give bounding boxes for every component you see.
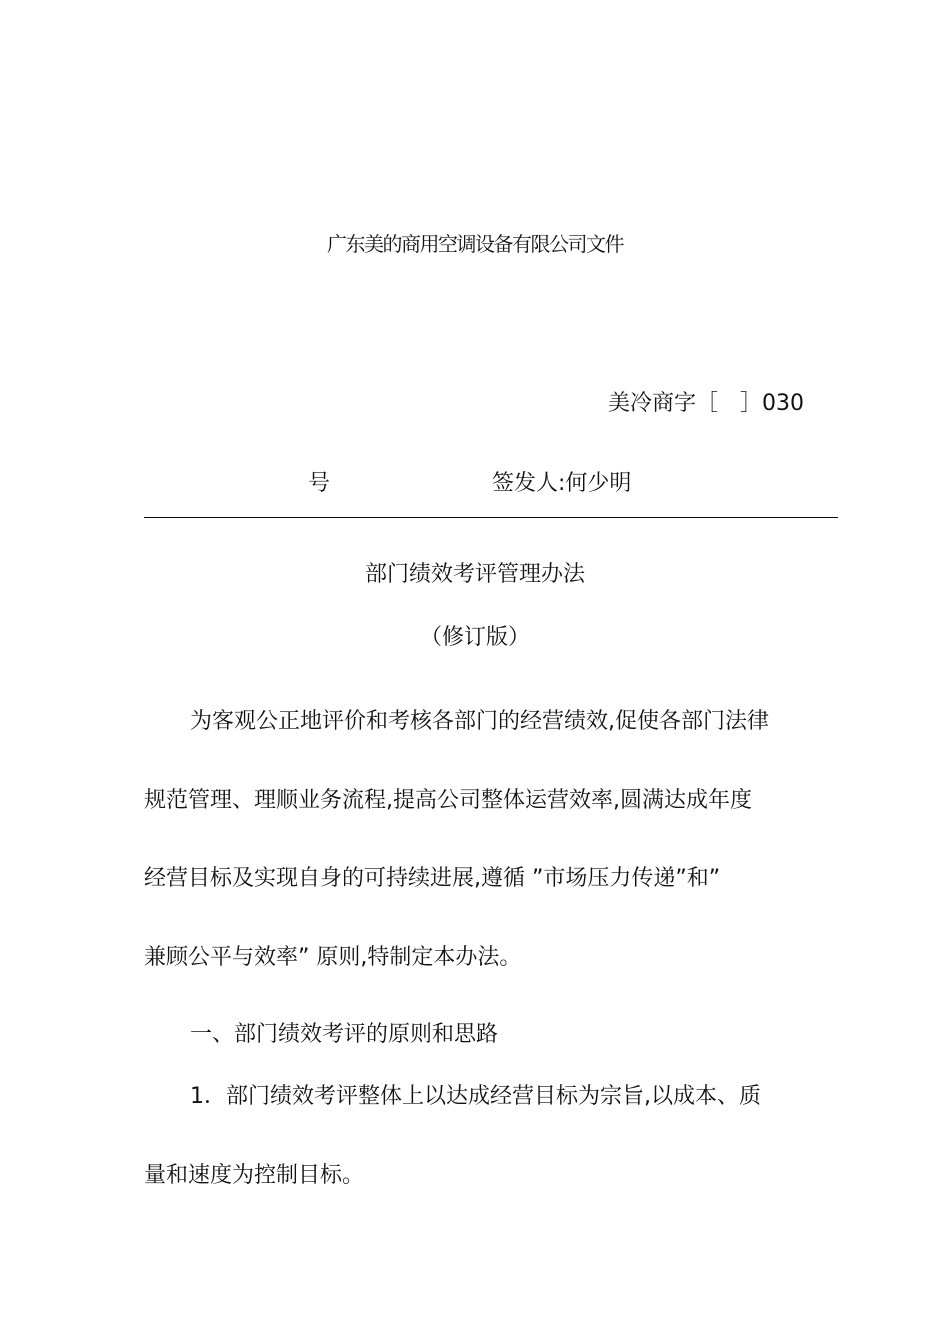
document-subtitle: （修订版） bbox=[419, 625, 530, 650]
document-number-suffix: 号 bbox=[308, 471, 331, 496]
document-number: 美冷商字［ ］030 bbox=[608, 391, 804, 416]
intro-paragraph-line: 经营目标及实现自身的可持续进展,遵循 ”市场压力传递”和” bbox=[144, 866, 721, 891]
intro-paragraph-line: 兼顾公平与效率” 原则,特制定本办法。 bbox=[144, 945, 522, 970]
list-item-line: 量和速度为控制目标。 bbox=[144, 1163, 365, 1188]
intro-paragraph-line: 规范管理、理顺业务流程,提高公司整体运营效率,圆满达成年度 bbox=[144, 788, 752, 813]
intro-paragraph-line: 为客观公正地评价和考核各部门的经营绩效,促使各部门法律 bbox=[190, 709, 769, 734]
section-heading: 一、部门绩效考评的原则和思路 bbox=[190, 1022, 499, 1047]
list-item-line: 1．部门绩效考评整体上以达成经营目标为宗旨,以成本、质 bbox=[190, 1084, 761, 1109]
header-divider bbox=[144, 517, 838, 518]
signer: 签发人:何少明 bbox=[492, 471, 632, 496]
organization-title: 广东美的商用空调设备有限公司文件 bbox=[327, 232, 623, 256]
document-title: 部门绩效考评管理办法 bbox=[364, 562, 585, 587]
